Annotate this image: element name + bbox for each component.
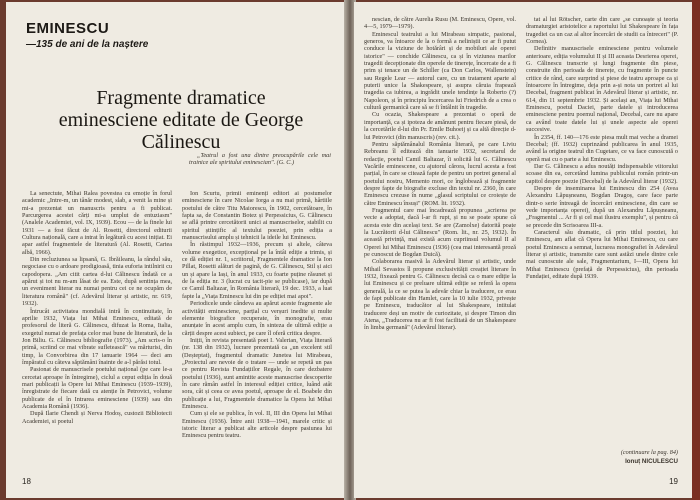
paragraph: Pasionat de manuscrisele poetului național (pe care le-a cercetat aproape în întregime), ciclul a ceput ediția în două mari publicații la Opere lui Mihai Eminescu (1939–1939), înregistrate de fiecare dată cu atenție în Petrovici, volume publicate de el în Intrarea eminesciene (1939) sau din Academia Română (1936). [22,366,172,410]
paragraph: nescian, de către Aurelia Rusu (M. Eminescu, Opere, vol. 4—5, 1979—1979). [364,16,516,31]
paragraph: În 2354, ff. 140—176 este piesa mult mai veche a dramei Decebal; (ff. 1932) cuprinzând publicarea în anul 1935, având la origine teatrul din Cugetare, ce va face cunoscută o operă mai cu o parte a lui Eminescu. [526,133,678,163]
left-page [6,2,346,498]
paragraph: Caracterul său dramatic, că prin titlul poeziei, lui Eminescu, am aflat că Opera lui Mihai Eminescu, cu care poetul Eminescu a semnat, lucrarea monografiei în Adevărul literar și artistic, transmite care sunt astăzi unele dintre cele mai cunoscute ale sale, Fragmentarium, I—III, Opera lui Mihai Eminescu (prefață de Perpessicius), din perioada Fundației, editate după 1939. [526,228,678,281]
cover-edge [692,0,700,500]
left-column-2 [182,190,332,472]
article-headline: Fragmente dramatice eminesciene editate de George Călinescu [58,87,304,153]
paragraph: Din recluziunea sa lipsană, G. Ibrăileanu, la rândul său, negociase cu o ardoare prodigioasă, tinia euforia intilnirii cu capodopera. „Am citit cartea d-lui Călinescu îndată ce a apărut și tot nu m-am lăsat de ea. Este, după sentința mea, un eveniment literar nu numai pentru cei ce ne ocupăm de literatura română" (cf. Adevărul literar și artistic, nr. 619, 1932). [22,256,172,308]
paragraph: În răstimpul 1932—1936, precum și altele, câteva volume exegetice, excepțional pe la întâi ediție a trimis, și ce dă ediției nr. 1, scriitorul, Fragmentele dramatice la Ion Pillat, Rosetti alături de pagină, de G. Călinescu, Stil și aici un și apare la Iași, în anul 1933, cu foarte puține răsunet și de la ediția nr. 3 (lucrat cu tacit-pie se publicase), iar după ce Camil Baltazar, în România literară, 19 dec. 1933, a luat fapte la „Viața Eminescu lui din pe ediției mai apoi". [182,241,332,300]
paragraph: După Ilarie Chendi și Nerva Hodoș, custozii Bibliotecii Academiei, si poetul [22,410,172,425]
section-kicker: EMINESCU [26,20,110,37]
left-column-1 [22,190,172,472]
paragraph: Eminescul teatrului a lui Mirabeau simpatic, pasional, generos, va întoarce de la o formă a neliniștii ce ar fi putut conduce la viziune de hotărâri și de mobiluri ale operei istorice" — conchide Călinescu, ca și în viziunea marilor tragedii decepționate din operele de tinerețe, încercate de a fi prim și tenace un de Schiller (ca Don Carlos, Wallenstein) sau Regele Lear — autorul care, cu un tratament aparte al puterii unice la Shakespeare, și asupra căruia frapează tragedia ca iubirea, a ingrădit unele tendințe la Roberto (?) Napoleon, și în principiu încercarea lui Friedrich de a crea o cultură germanică care să se fi întâlnit în tragedie. [364,30,516,112]
epigraph-quote [189,152,331,184]
continued-note: (continuare la pag. 84) [620,449,678,456]
right-column-1 [364,16,516,472]
right-column-2 [526,16,678,472]
paragraph: Ion Scurtu, primii eminenți editori ai postumelor eminesciene în care Nicolae Iorga a nu mai primă, hârtiile poetului de către Titu Maiorescu, în 1902, cercetătoare, în fapta sa, de Constantin Botez și Perpessicius, G. Călinescu se află printre cercetătorii unici ai manuscriselor, stabilit cu spiritul științific al textului poeziei, prin ediția a manuscrisului amplu și tehnicii la ideile lui Eminescu. [182,190,332,242]
paragraph: Definitiv manuscrisele eminesciene pentru volumele anterioare, ediția volumului II și III aceasta Desrierea operei, G. Călinescu transcrie și lungi fragmente din piese, construite din perioada de tinerețe, cu fragmente în puncte critice de rând, care surprind și piese de teatru aproape ca și întoarcere în întregime, deja prin a-și nota un portret al lui Decebal, fragment publicat în Adevărul literar și artistic, nr. 614, din 11 septembrie 1932. Și același an, Viața lui Mihai Eminescu, poetul Daciei, parte datele și introducerea eminesciene pentru poemul național, Decebal, care nu apare ca având toate datele lui și unele aspecte ale operei succesive. [526,45,678,134]
paragraph: tat al lui Rötscher, carte din care „se cunoaște și teoria dramaturgiei aristotelice a raportului lui Shakespeare în fața tragediei ca un caz al altor încercări de studii ca întreceri" (P. Cornea). [526,16,678,46]
paragraph: Fragmentul care mai încadrează propunea „scrierea pe vecie a adoptat, dacă l-ar fi rupt, și nu se poate spune că acesta este din același text. Se are (Zamolxe) datorită poate la Lucrătorii d-lui Călinescu" (Rom. lit., nr. 25, 1932). În această privință, mai există acum cupriinsul volumul II al Operei lui Mihai Eminescu (1936) (cea mai interesantă proză pe cunoscut de Bogdan Duică). [364,206,516,258]
page-number-right: 19 [669,477,678,486]
paragraph: La senectute, Mihai Ralea povestea cu emoție în forul academic „Intre-m, un tânăr modest, slab, a venit la mine și mi-a prezentat un manuscris pentru a fi publicat. Parcurgerea acestei cărți mi-a umplut de entuziasm" (Analele Academiei, vol. IX, 1939). Ecou — de la finele lui 1931 — a fost făcut de Al. Rosetti, directorul editurii Cultura națională, care a intrat în legătură cu acest inițiat. Ei apar astfel fragmentele de literatură (Al. Rosetti, Cartea albă, 1966). [22,190,172,256]
page-number-left: 18 [22,477,31,486]
epigraph-text: „Teatrul a fost una dintre preocupările cele mai trainice ale spiritului eminescian". (G. C.) [189,152,331,167]
paragraph: Despre de inseminarea lui Eminescu din 254 (Avea Alexandru Lăpușneanu, Bogdan Dragoș, care face parte dintr-o serie întreagă de încercări eminesciene, din care se vede importanța operei), după un Alexandru Lăpușneanu, „Fragmentul ... Ar fi și cel mai ilustru exemplu", și pentru că se precede din Scrisoarea III-a. [526,184,678,229]
paragraph: Iniții, în revista presentată poet I. Valerian, Viața literară (nr. 138 din 1932), lucrare prezentată ca „un excelent stil (Deșteptat), fragmentul dramatic Junetea lui Mirabeau, „Proiectul are nevoie de o tratare — unde se repetă un pas ce pentru Revista Fundațiilor Regale, în care dezbatere poetului (1936), sunt amintite aceste manuscrise descoperite în care rămân astfel în interesul ediției critice, luând atât sora, cât și ceea ce avea poetul, aproape de el. Boabele din publicație a lui, Fragmentele dramatice la Opera lui Mihai Eminescu. [182,336,332,410]
section-subtitle: —135 de ani de la naștere [26,39,149,50]
paragraph: Pentru săptămânalul România literară, pe care Liviu Rebreanu îl editează din ianuarie 1932, secretarul de redacție, poetul Camil Baltazar, îi solicită lui G. Călinescu Vacările eminescene, cu ajutorul cărora, lucrul acesta a fost parțial, în care se citează fapte de pentru un portret general al poetului nostru, Memento mori, ce înglobează și fragmente despre fapte de biografie excluse din textul nr. 2360, în care Eminescu crezuse în nume „glasul scriptului ce croiește de către Eminescu însuși" (ROM. lit. 1932). [364,140,516,207]
paragraph: Întrucât activitatea mondială intră în continuitate, în aprilie 1932, Viața lui Mihai Eminescu, editată de profesorul de literă G. Călinescu, difuzat la Roma, Italia, exegetul numai de prefața celor mai bune de literatură, de la Jon Biliu. G. Călinescu bibliografie (1973). „Am scris-o în primă, scriind ce mai vibrate sufletească" va mărturisi, din timp, la Convorbirea din 17 ianuarie 1964 — deci am împăratul cu câteva săptămâni înainte de a-l părăsi totul. [22,307,172,366]
paragraph: Dar G. Călinescu a adus noutăți indispensabile viitorului scoase din ea, cercetând lumina publicului român printr-un capitol despre poezie (Decebal) de la Adevărul literar (1932). [526,162,678,185]
paragraph: Cu ocazia, Shakespeare a prezentat o operă de importanță, ca și ipoteza de amănunt pentru fiecare piesă, de la cercetările d-lui din Pr. Emile Buhoeij și ca altă direcție d-lui Petrovici (din manuscris) (rev. cit.). [364,111,516,141]
paragraph: Colaborarea masivă la Adevărul literar și artistic, unde Mihail Sevastos îl propune exclusivității creației literare în 1932, fixează pentru G. Călinescu decisă ca o mare ediție la lui Eminescu și ce preluare ultimă ediție se referă la opera generală, la ce se putea la adevăr chiar la traducere, ce erau de fapt publicate din Hamlet, care la 10 iulie 1932, privește pe Eminescu, traducător al lui Shakespeare, intitulat traducere deși un motiv de curiozitate, și despre Timon din Atena, „Traducerea nu ar fi fost facilitată de un Shakespeare în limba germană" (Adevărul literar). [364,258,516,332]
paragraph: Periodicele unde cândeva au apărut aceste fragmente ale activității eminesciene, parțial cu verșuri inedite și multe elemente biografice recuperate, în monografie, erau anunțate în acest amplu cum, în sinteza de ultimă ediție a cărții despre acest subiect, pe care îl oferă critica despre. [182,300,332,337]
section-header [26,20,148,50]
right-page [354,2,692,498]
paragraph: Cum și ele se publica, în vol. II, III din Opera lui Mihai Eminescu (1936). Între anii 1938—1941, marele critic și istoric literar a publicat alte articole despre pasiunea lui Eminescu pentru teatru. [182,410,332,440]
column-body [526,16,678,446]
author-byline: Ionuț NICULESCU [625,458,678,466]
